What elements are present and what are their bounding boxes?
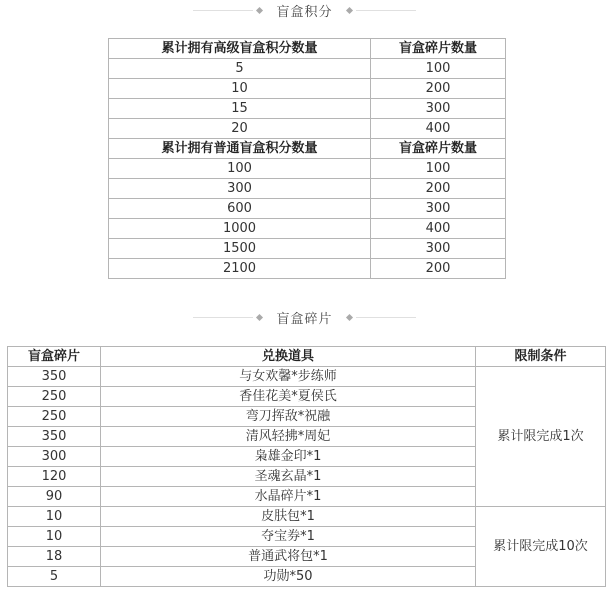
points-cell: 100 [109, 159, 371, 179]
fragments-cell: 200 [371, 79, 506, 99]
item-cell: 功勋*50 [101, 567, 476, 587]
table-row [109, 259, 506, 279]
points-exchange-table [108, 38, 506, 279]
cost-cell: 18 [8, 547, 101, 567]
cost-cell: 250 [8, 407, 101, 427]
cost-cell: 5 [8, 567, 101, 587]
table-row [8, 367, 606, 387]
fragments-cell: 300 [371, 239, 506, 259]
item-cell: 与女欢馨*步练师 [101, 367, 476, 387]
points-cell: 10 [109, 79, 371, 99]
fragments-cell: 100 [371, 159, 506, 179]
item-cell: 水晶碎片*1 [101, 487, 476, 507]
title-decoration-right [343, 315, 416, 320]
header-cost: 盲盒碎片 [8, 347, 101, 367]
table-row [109, 119, 506, 139]
cost-cell: 10 [8, 507, 101, 527]
table-row [109, 219, 506, 239]
header-item: 兑换道具 [101, 347, 476, 367]
item-cell: 枭雄金印*1 [101, 447, 476, 467]
cost-cell: 250 [8, 387, 101, 407]
points-cell: 1500 [109, 239, 371, 259]
item-cell: 夺宝券*1 [101, 527, 476, 547]
section-title: 盲盒积分 [276, 4, 333, 20]
cost-cell: 90 [8, 487, 101, 507]
points-cell: 15 [109, 99, 371, 119]
limit-cell: 累计限完成10次 [476, 507, 606, 587]
table-header-row [109, 139, 506, 159]
limit-cell: 累计限完成1次 [476, 367, 606, 507]
header-cell: 盲盒碎片数量 [371, 139, 506, 159]
fragments-cell: 200 [371, 259, 506, 279]
table-row [109, 99, 506, 119]
points-cell: 300 [109, 179, 371, 199]
table-row [109, 59, 506, 79]
table-row [8, 507, 606, 527]
title-decoration-right [343, 8, 416, 13]
fragments-cell: 400 [371, 119, 506, 139]
points-cell: 5 [109, 59, 371, 79]
fragments-cell: 100 [371, 59, 506, 79]
cost-cell: 350 [8, 367, 101, 387]
cost-cell: 350 [8, 427, 101, 447]
cost-cell: 300 [8, 447, 101, 467]
cost-cell: 120 [8, 467, 101, 487]
fragments-cell: 400 [371, 219, 506, 239]
points-cell: 1000 [109, 219, 371, 239]
fragment-exchange-table [7, 346, 606, 587]
section-title: 盲盒碎片 [276, 311, 333, 327]
item-cell: 皮肤包*1 [101, 507, 476, 527]
item-cell: 普通武将包*1 [101, 547, 476, 567]
cost-cell: 10 [8, 527, 101, 547]
table-header-row [109, 39, 506, 59]
item-cell: 弯刀挥敌*祝融 [101, 407, 476, 427]
table-row [109, 79, 506, 99]
table-row [109, 239, 506, 259]
title-decoration-left [193, 315, 266, 320]
header-cell: 累计拥有高级盲盒积分数量 [109, 39, 371, 59]
fragments-cell: 200 [371, 179, 506, 199]
fragments-cell: 300 [371, 99, 506, 119]
item-cell: 圣魂玄晶*1 [101, 467, 476, 487]
header-cell: 累计拥有普通盲盒积分数量 [109, 139, 371, 159]
points-cell: 2100 [109, 259, 371, 279]
points-cell: 20 [109, 119, 371, 139]
points-cell: 600 [109, 199, 371, 219]
table-header-row [8, 347, 606, 367]
section-header-fragments [0, 307, 609, 327]
item-cell: 清风轻拂*周妃 [101, 427, 476, 447]
item-cell: 香佳花美*夏侯氏 [101, 387, 476, 407]
section-header-points [0, 0, 609, 20]
table-row [109, 159, 506, 179]
fragments-cell: 300 [371, 199, 506, 219]
header-cell: 盲盒碎片数量 [371, 39, 506, 59]
header-limit: 限制条件 [476, 347, 606, 367]
table-row [109, 179, 506, 199]
title-decoration-left [193, 8, 266, 13]
table-row [109, 199, 506, 219]
